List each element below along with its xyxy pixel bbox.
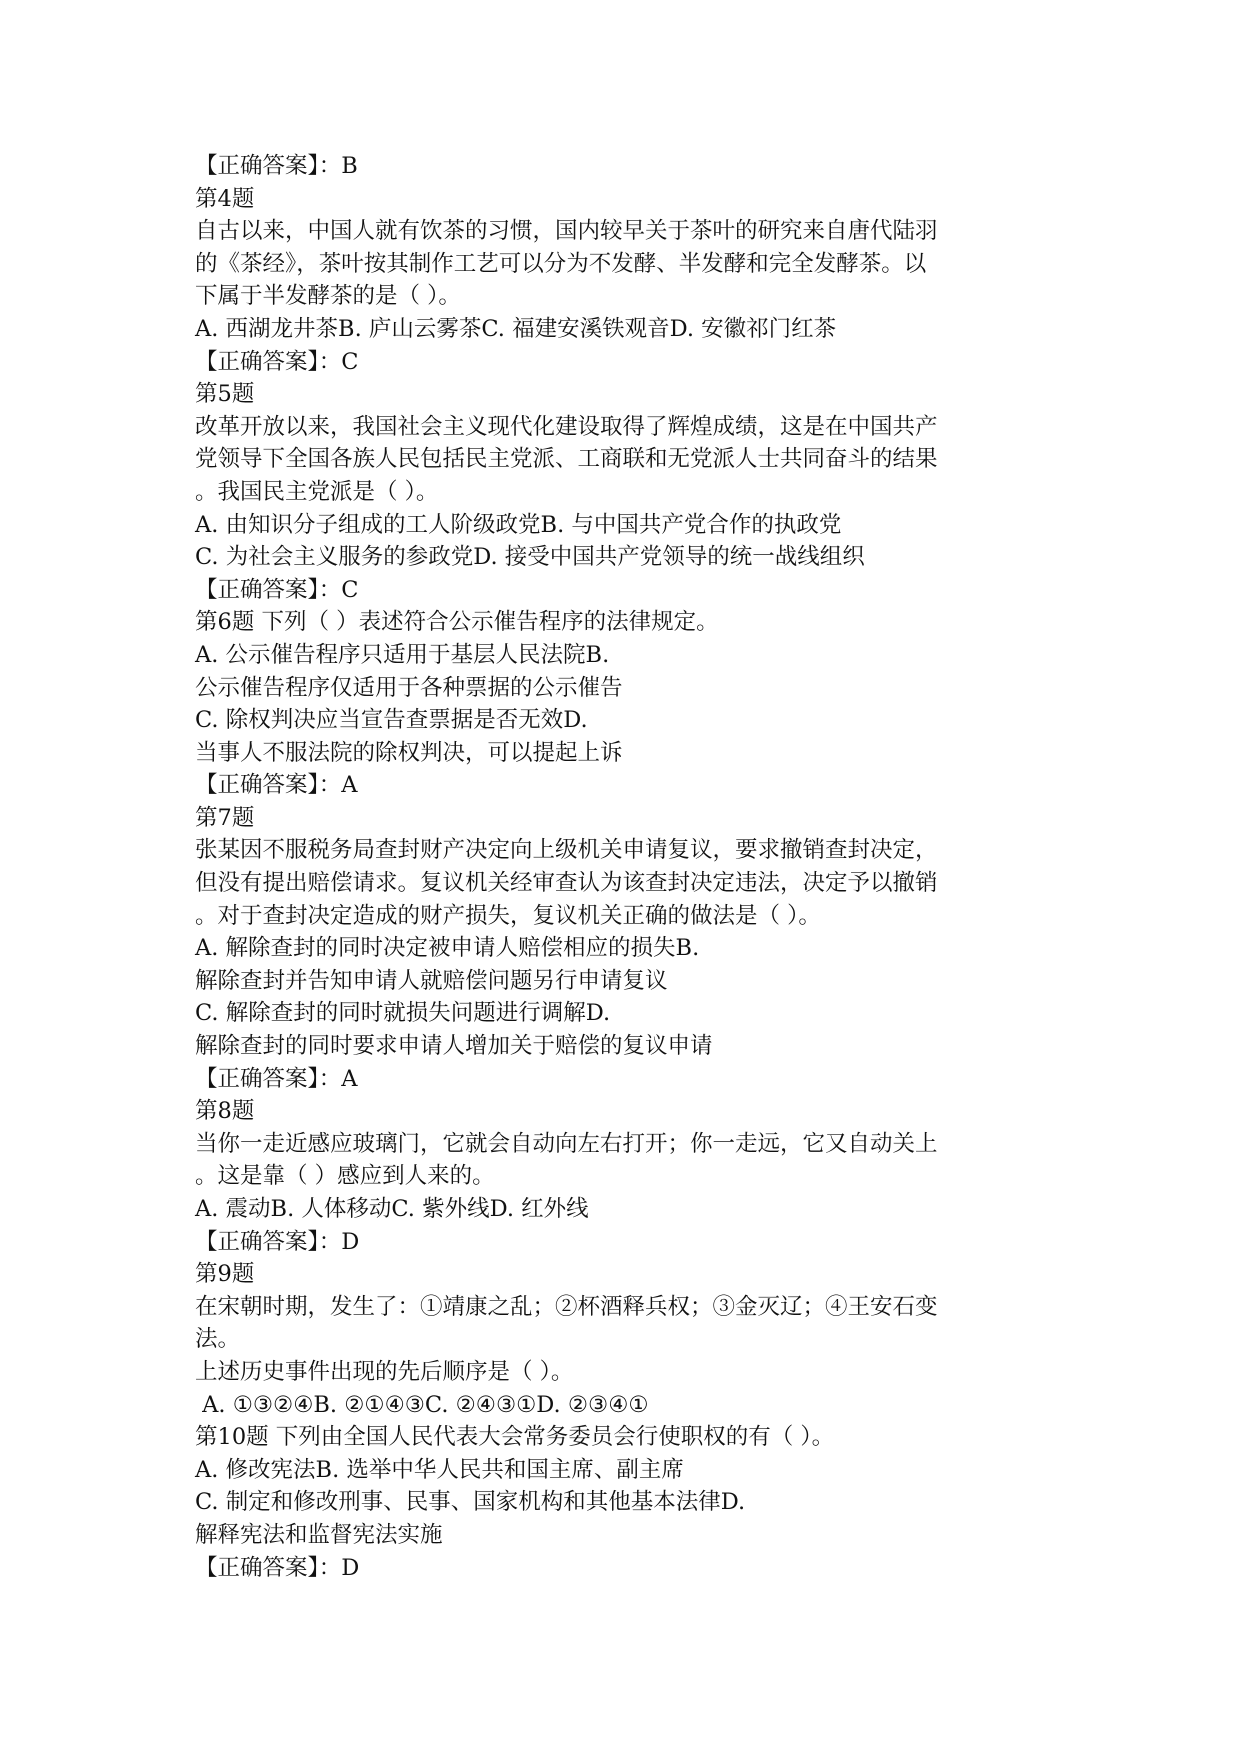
options-line: C. 解除查封的同时就损失问题进行调解D. (195, 1000, 611, 1027)
question-text: 但没有提出赔偿请求。复议机关经审查认为该查封决定违法，决定予以撤销 (195, 870, 938, 897)
question-text: 上述历史事件出现的先后顺序是（ ）。 (195, 1358, 574, 1385)
question-text: 第6题 下列（ ）表述符合公示催告程序的法律规定。 (195, 609, 719, 636)
options-line: C. 除权判决应当宣告查票据是否无效D. (195, 707, 588, 734)
options-line: 解释宪法和监督宪法实施 (195, 1521, 443, 1548)
options-line: A. 西湖龙井茶B. 庐山云雾茶C. 福建安溪铁观音D. 安徽祁门红茶 (195, 315, 837, 342)
options-line: 公示催告程序仅适用于各种票据的公示催告 (195, 674, 623, 701)
question-number: 第7题 (195, 804, 255, 831)
question-text: 党领导下全国各族人民包括民主党派、工商联和无党派人士共同奋斗的结果 (195, 446, 938, 473)
question-text: 当你一走近感应玻璃门，它就会自动向左右打开；你一走远，它又自动关上 (195, 1130, 938, 1157)
question-text: 改革开放以来，我国社会主义现代化建设取得了辉煌成绩，这是在中国共产 (195, 413, 938, 440)
question-number: 第5题 (195, 381, 255, 408)
answer-line: 【正确答案】：D (195, 1554, 360, 1581)
answer-line: 【正确答案】：C (195, 576, 359, 603)
question-text: 张某因不服税务局查封财产决定向上级机关申请复议，要求撤销查封决定， (195, 837, 938, 864)
options-line: C. 制定和修改刑事、民事、国家机构和其他基本法律D. (195, 1489, 746, 1516)
question-text: 的《茶经》，茶叶按其制作工艺可以分为不发酵、半发酵和完全发酵茶。以 (195, 250, 927, 277)
options-line: 解除查封并告知申请人就赔偿问题另行申请复议 (195, 967, 668, 994)
question-text: 第10题 下列由全国人民代表大会常务委员会行使职权的有（ ）。 (195, 1424, 835, 1451)
question-text: 法。 (195, 1326, 241, 1353)
answer-line: 【正确答案】：A (195, 1065, 358, 1092)
options-line: A. 修改宪法B. 选举中华人民共和国主席、副主席 (195, 1456, 684, 1483)
question-number: 第9题 (195, 1261, 255, 1288)
options-line: A. 震动B. 人体移动C. 紫外线D. 红外线 (195, 1196, 589, 1222)
document-body (195, 150, 1075, 1584)
question-text: 下属于半发酵茶的是（ ）。 (195, 283, 461, 310)
answer-line: 【正确答案】：B (195, 153, 358, 179)
options-line: A. 由知识分子组成的工人阶级政党B. 与中国共产党合作的执政党 (195, 511, 842, 538)
question-text: 。我国民主党派是（ ）。 (195, 478, 439, 505)
options-line: C. 为社会主义服务的参政党D. 接受中国共产党领导的统一战线组织 (195, 544, 865, 571)
question-number: 第4题 (195, 185, 255, 212)
question-text: 。对于查封决定造成的财产损失，复议机关正确的做法是（ ）。 (195, 902, 821, 929)
answer-line: 【正确答案】：C (195, 348, 359, 375)
question-text: 。这是靠（ ）感应到人来的。 (195, 1163, 495, 1190)
question-number: 第8题 (195, 1098, 255, 1125)
answer-line: 【正确答案】：A (195, 772, 358, 799)
question-text: 在宋朝时期，发生了：①靖康之乱；②杯酒释兵权；③金灭辽；④王安石变 (195, 1293, 938, 1320)
options-line: A. 公示催告程序只适用于基层人民法院B. (195, 641, 610, 668)
options-line: A. 解除查封的同时决定被申请人赔偿相应的损失B. (195, 935, 700, 962)
options-line: 当事人不服法院的除权判决，可以提起上诉 (195, 739, 623, 766)
question-text: 自古以来，中国人就有饮茶的习惯，国内较早关于茶叶的研究来自唐代陆羽 (195, 218, 938, 245)
answer-line: 【正确答案】：D (195, 1228, 360, 1255)
options-line: A. ①③②④B. ②①④③C. ②④③①D. ②③④① (195, 1391, 649, 1418)
options-line: 解除查封的同时要求申请人增加关于赔偿的复议申请 (195, 1033, 713, 1060)
